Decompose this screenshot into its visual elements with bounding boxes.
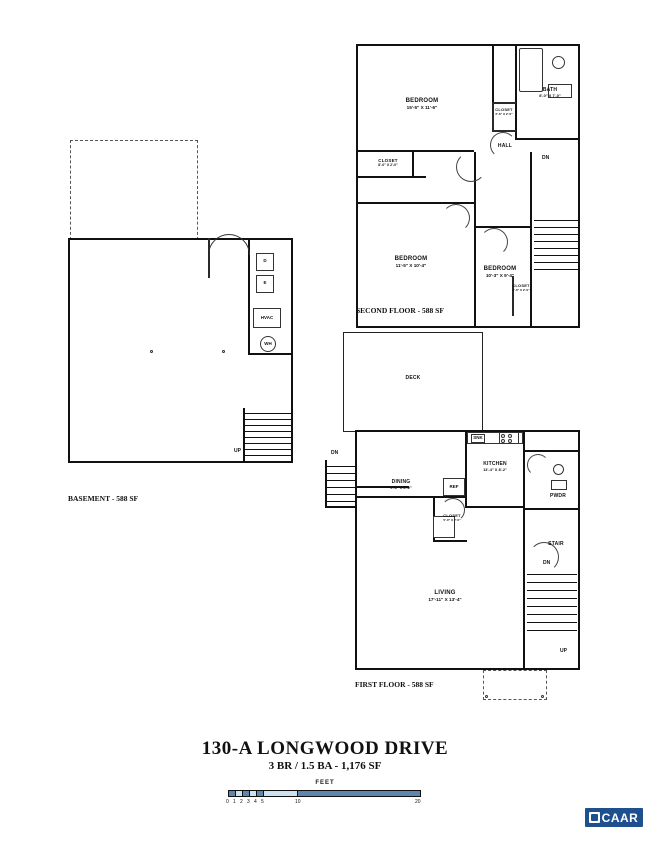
deck-label: DECK xyxy=(405,375,421,381)
pwdr-door-arc xyxy=(527,454,549,476)
page-subtitle: 3 BR / 1.5 BA - 1,176 SF xyxy=(268,760,382,772)
page-title: 130-A LONGWOOD DRIVE xyxy=(201,738,449,759)
bedroom3-door-arc xyxy=(480,228,508,256)
stair-label: STAIR xyxy=(548,541,564,547)
bath-label: BATH 8'-0" X 7'-0" xyxy=(539,87,561,98)
deck-outline xyxy=(343,332,483,432)
scale-tick-0: 0 xyxy=(226,799,229,805)
second-floor-stair-dn-label: DN xyxy=(542,155,550,161)
scale-tick-3: 3 xyxy=(247,799,250,805)
scale-tick-2: 2 xyxy=(240,799,243,805)
first-floor-closet-label: CLOSET 5'-0" X 2'-0" xyxy=(443,513,461,522)
first-floor-stair xyxy=(527,572,577,642)
second-wall-closet3 xyxy=(512,276,514,316)
pwdr-sink-fixture xyxy=(551,480,567,490)
basement-plan xyxy=(60,130,300,510)
second-wall-v-closet xyxy=(412,152,414,178)
living-label: LIVING 17'-11" X 13'-4" xyxy=(428,590,462,602)
closet-2-label: CLOSET 2'-6" X 2'-0" xyxy=(495,107,513,116)
second-wall-h-linen xyxy=(492,102,516,104)
first-floor-stair-up-label: UP xyxy=(560,648,567,654)
toilet-fixture xyxy=(552,56,565,69)
porch-post-2 xyxy=(541,695,544,698)
burner-1 xyxy=(501,434,505,438)
second-wall-v-bath2 xyxy=(492,44,494,104)
bedroom2-door-arc xyxy=(442,204,470,232)
pwdr-toilet-fixture xyxy=(553,464,564,475)
logo-mark-icon xyxy=(589,812,600,823)
dining-label: DINING 9'-6" X 8'-2" xyxy=(390,479,412,490)
second-wall-h-bath xyxy=(515,138,580,140)
scale-bar xyxy=(228,790,421,797)
burner-4 xyxy=(508,439,512,443)
second-floor-caption: SECOND FLOOR - 588 SF xyxy=(356,306,444,315)
hall-label: HALL xyxy=(497,143,513,149)
electrical-panel-label: E xyxy=(263,280,267,285)
front-porch-outline xyxy=(483,670,547,700)
column-dot-1 xyxy=(150,350,153,353)
powder-room-label: PWDR xyxy=(549,493,567,499)
second-floor-stair xyxy=(534,218,578,280)
bedroom-3-label: BEDROOM 10'-3" X 9'-4" xyxy=(483,266,517,278)
closet-1-label: CLOSET 8'-0" X 2'-0" xyxy=(378,158,398,168)
closet-3-label: CLOSET 5'-0" X 2'-0" xyxy=(512,283,530,292)
exterior-stair-dn-label: DN xyxy=(331,450,339,456)
basement-caption: BASEMENT - 588 SF xyxy=(68,494,139,503)
scale-tick-4: 4 xyxy=(254,799,257,805)
exterior-basement-stair xyxy=(325,460,355,508)
second-wall-v-bath xyxy=(515,44,517,140)
first-wall-v-pwdr xyxy=(523,430,525,508)
logo-text: CAAR xyxy=(601,810,639,825)
second-wall-v-linen xyxy=(492,102,494,132)
bathtub-fixture xyxy=(519,48,543,92)
kitchen-label: KITCHEN 13'-4" X 8'-2" xyxy=(483,461,507,472)
scale-ticks xyxy=(225,799,425,807)
porch-post-1 xyxy=(485,695,488,698)
basement-stair-up-label: UP xyxy=(234,448,241,454)
second-wall-v-hall2 xyxy=(474,202,476,328)
bedroom-1-label: BEDROOM 15'-5" X 11'-6" xyxy=(405,98,439,110)
refrigerator-label: REF xyxy=(449,484,459,489)
scale-tick-10: 10 xyxy=(295,799,301,805)
first-wall-h-kitchen2 xyxy=(465,506,525,508)
scale-caption: FEET xyxy=(315,780,335,786)
second-wall-v-stair xyxy=(530,152,532,328)
scale-tick-1: 1 xyxy=(233,799,236,805)
hvac-label: HVAC xyxy=(260,315,274,320)
scale-bar-group xyxy=(225,780,425,810)
basement-stair xyxy=(243,408,293,463)
scale-tick-5: 5 xyxy=(261,799,264,805)
bedroom1-door-arc xyxy=(456,152,486,182)
basement-utility-wall-bottom xyxy=(248,353,293,355)
first-floor-plan xyxy=(315,330,600,700)
first-wall-h-stair xyxy=(523,508,580,510)
caar-logo xyxy=(585,808,643,827)
second-wall-h2 xyxy=(356,176,426,178)
column-dot-2 xyxy=(222,350,225,353)
first-wall-v-stairwall xyxy=(523,508,525,670)
first-wall-h-closet xyxy=(433,540,467,542)
scale-tick-20: 20 xyxy=(415,799,421,805)
first-floor-caption: FIRST FLOOR - 588 SF xyxy=(355,680,434,689)
dryer-label: D xyxy=(263,258,267,263)
bedroom-2-label: BEDROOM 11'-5" X 10'-4" xyxy=(394,256,428,268)
sink-label: SNK xyxy=(473,435,483,440)
water-heater-label: WH xyxy=(264,341,272,346)
second-floor-plan xyxy=(352,40,597,320)
second-wall-h-bed3 xyxy=(474,226,531,228)
first-floor-stair-dn-label: DN xyxy=(543,560,551,566)
basement-door-leaf xyxy=(208,238,210,278)
basement-dashed-outline xyxy=(70,140,198,240)
burner-3 xyxy=(501,439,505,443)
second-wall-h1 xyxy=(356,150,474,152)
first-wall-h-pwdr xyxy=(523,450,580,452)
burner-2 xyxy=(508,434,512,438)
